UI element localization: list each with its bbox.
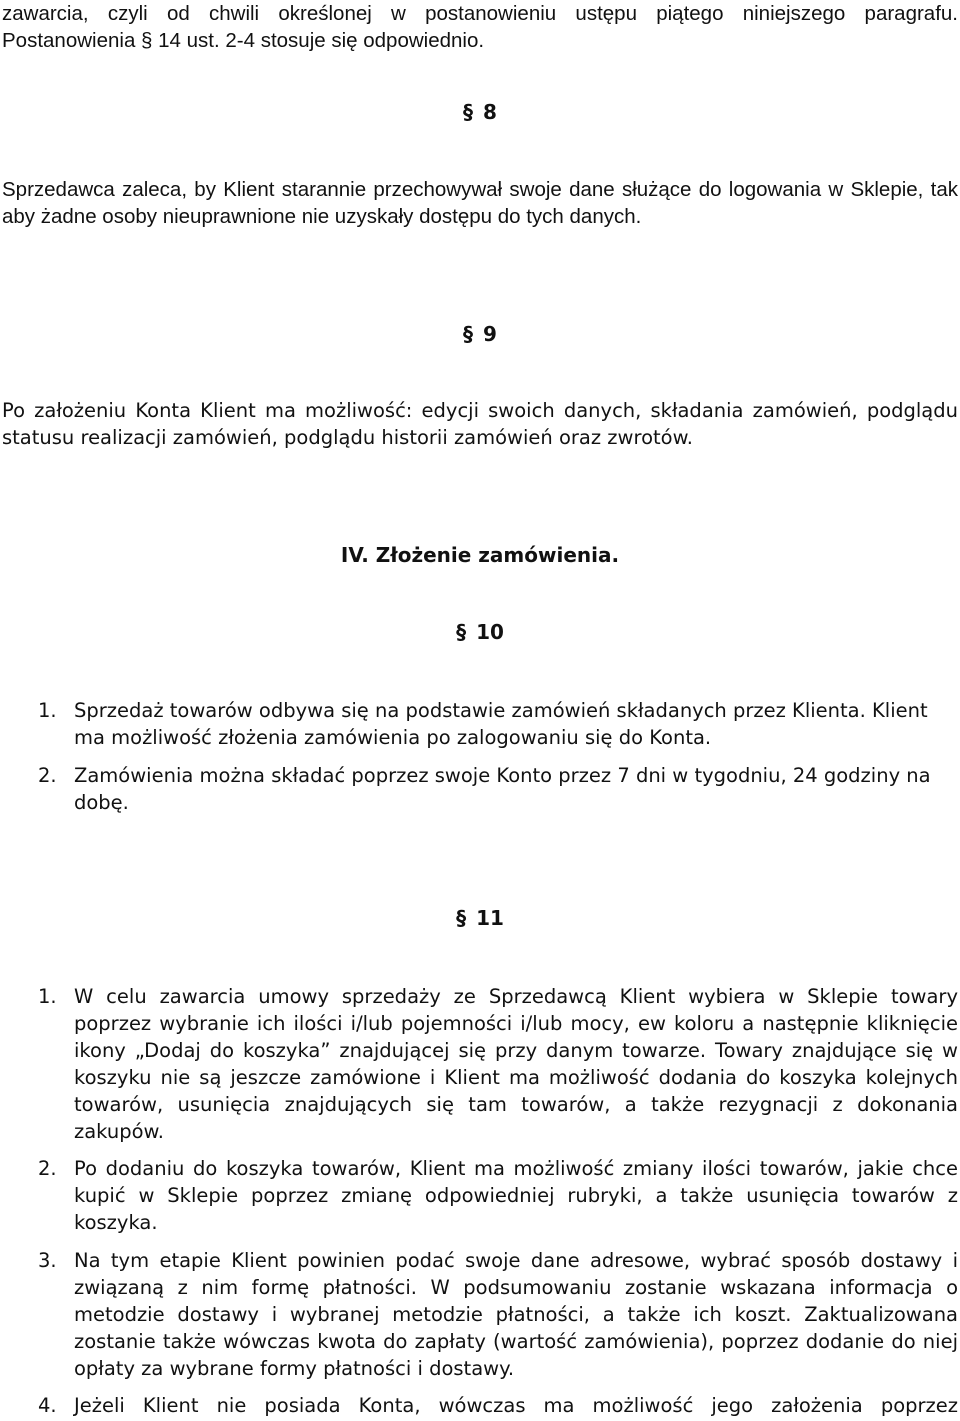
item-number: 2. — [38, 1157, 57, 1180]
item-text: Na tym etapie Klient powinien podać swoje dane adresowe, wybrać sposób dostawy i związaną z nim formę płatności. W podsumowaniu zostanie wskazana informacja o metodzie dostawy i wybranej metodzie płatności, a także ich koszt. Zaktualizowana zostanie także wówczas kwota do zapłaty (wartość zamówienia), poprzez dodanie do niej opłaty za wybrane formy płatności i dostawy. — [74, 1249, 958, 1380]
section-9-heading — [0, 320, 960, 348]
section-sign-icon: § — [463, 322, 474, 346]
chapter-iv-title: IV. Złożenie zamówienia. — [340, 543, 620, 567]
item-text: Po dodaniu do koszyka towarów, Klient ma możliwość zmiany ilości towarów, jakie chce kupić w Sklepie poprzez zmianę odpowiedniej rubryki, a także usunięcia towarów z koszyka. — [74, 1157, 958, 1234]
section-8-number: 8 — [483, 100, 497, 124]
item-text: Sprzedaż towarów odbywa się na podstawie zamówień składanych przez Klienta. Klient ma możliwość złożenia zamówienia po zalogowaniu się do Konta. — [74, 699, 928, 749]
item-number: 3. — [38, 1249, 57, 1272]
section-10-item-1 — [2, 697, 958, 751]
section-10-item-2 — [2, 762, 958, 816]
item-text: W celu zawarcia umowy sprzedaży ze Sprzedawcą Klient wybiera w Sklepie towary poprzez wybranie ich ilości i/lub pojemności i/lub mocy, ew koloru a następnie kliknięcie ikony „Dodaj do koszyka” znajdującej się przy danym towarze. Towary znajdujące się w koszyku nie są jeszcze zamówione i Klient ma możliwość dodania do koszyka kolejnych towarów, usunięcia znajdujących się tam towarów, a także rezygnacji z dokonania zakupów. — [74, 985, 958, 1143]
section-sign-icon: § — [456, 906, 467, 930]
item-number: 4. — [38, 1394, 57, 1417]
item-number: 1. — [38, 985, 57, 1008]
section-11-item-3 — [2, 1247, 958, 1382]
section-11-item-4 — [2, 1392, 958, 1419]
section-10-number: 10 — [476, 620, 504, 644]
item-text: Jeżeli Klient nie posiada Konta, wówczas ma możliwość jego założenia poprzez — [74, 1394, 958, 1417]
section-sign-icon: § — [463, 100, 474, 124]
section-11-item-2 — [2, 1155, 958, 1236]
section-10-heading — [0, 618, 960, 646]
item-number: 2. — [38, 764, 57, 787]
section-8-heading — [0, 98, 960, 126]
section-9-text: Po założeniu Konta Klient ma możliwość: edycji swoich danych, składania zamówień, podglądu statusu realizacji zamówień, podglądu historii zamówień oraz zwrotów. — [2, 399, 958, 449]
section-11-number: 11 — [476, 906, 504, 930]
item-text: Zamówienia można składać poprzez swoje Konto przez 7 dni w tygodniu, 24 godziny na dobę. — [74, 764, 931, 814]
section-11-item-1 — [2, 983, 958, 1145]
section-8-text: Sprzedawca zaleca, by Klient starannie przechowywał swoje dane służące do logowania w Sklepie, tak aby żadne osoby nieuprawnione nie uzyskały dostępu do tych danych. — [2, 178, 958, 228]
section-9-number: 9 — [483, 322, 497, 346]
section-sign-icon: § — [456, 620, 467, 644]
top-paragraph: zawarcia, czyli od chwili określonej w postanowieniu ustępu piątego niniejszego paragrafu. Postanowienia § 14 ust. 2-4 stosuje się odpowiednio. — [2, 2, 958, 52]
item-number: 1. — [38, 699, 57, 722]
section-11-heading — [0, 904, 960, 932]
